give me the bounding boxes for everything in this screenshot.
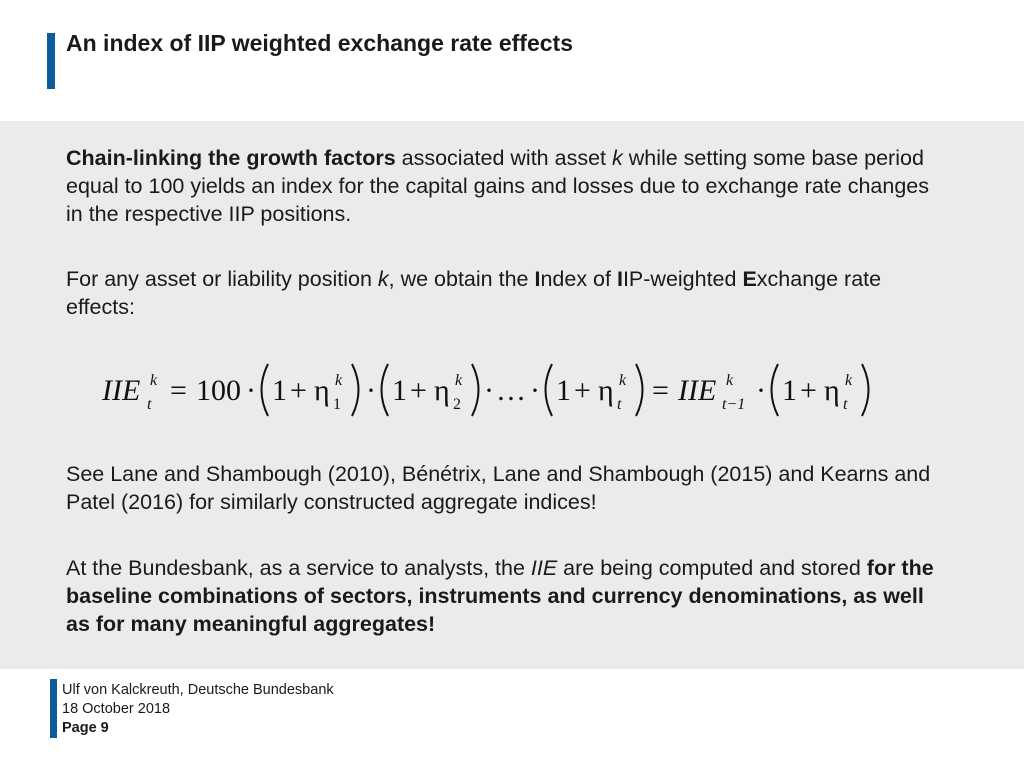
formula-plus-1: + (290, 374, 307, 407)
p4-text-1: At the Bundesbank, as a service to analysts, the (66, 556, 531, 580)
formula-dot-1: · (246, 374, 256, 407)
p4-bold-text: for the baseline combinations of sectors, instruments and currency denominations, as well as for many meaningful aggregates! (66, 556, 934, 636)
formula-equals-2: = (652, 374, 669, 407)
page-title: An index of IIP weighted exchange rate effects (66, 30, 573, 56)
formula-plus-3: + (574, 374, 591, 407)
formula-one-4: 1 (782, 374, 797, 407)
p2-text-5: xchange rate effects: (66, 267, 882, 319)
formula-paren-left-1 (262, 364, 269, 416)
formula-sup-k-5: k (726, 372, 734, 389)
p4-text-2: are being computed and stored (557, 556, 867, 580)
p2-bold-e: E (742, 267, 757, 291)
footer-date: 18 October 2018 (62, 701, 171, 717)
formula-dot-2: · (366, 374, 376, 407)
formula-sup-k-3: k (455, 372, 463, 389)
formula-plus-4: + (800, 374, 817, 407)
formula-sup-k-2: k (335, 372, 343, 389)
footer-author: Ulf von Kalckreuth, Deutsche Bundesbank (62, 682, 334, 698)
formula-one-2: 1 (392, 374, 407, 407)
formula-paren-left-2 (382, 364, 389, 416)
formula-sub-1: 1 (333, 396, 341, 413)
formula-dot-4: · (530, 374, 540, 407)
formula-paren-right-3 (636, 364, 643, 416)
p2-text-4: IP-weighted (622, 267, 743, 291)
p2-bold-i2: I (616, 267, 623, 291)
formula-plus-2: + (410, 374, 427, 407)
formula-one-1: 1 (272, 374, 287, 407)
iie-formula (100, 358, 890, 428)
formula-eta-3: η (598, 374, 614, 407)
p1-text-1: associated with asset (395, 146, 612, 170)
formula-sub-2: 2 (453, 396, 461, 413)
formula-sup-k-4: k (619, 372, 627, 389)
p1-text-2: while setting some base period equal to 100 yields an index for the capital gains and losses due to exchange rate changes in the respective IIP positions. (66, 146, 929, 226)
formula-paren-right-2 (472, 364, 479, 416)
paragraph-references: See Lane and Shambough (2010), Bénétrix, Lane and Shambough (2015) and Kearns and Patel (2016) for similarly constructed aggregate indices! (66, 462, 931, 514)
formula-eta-4: η (824, 374, 840, 407)
title-accent-bar (47, 33, 55, 89)
formula-paren-right-1 (352, 364, 359, 416)
formula-dot-5: · (756, 374, 766, 407)
p2-text-1: For any asset or liability position (66, 267, 378, 291)
position-k-italic: k (377, 267, 389, 291)
paragraph-chain-linking (66, 144, 946, 228)
footer-accent-bar (50, 679, 57, 738)
formula-paren-right-4 (862, 364, 869, 416)
formula-sub-t-3: t (843, 396, 848, 413)
formula-equals-1: = (170, 374, 187, 407)
formula-eta-1: η (314, 374, 330, 407)
p2-text-2: , we obtain the (388, 267, 535, 291)
footer (62, 681, 334, 738)
iie-italic: IIE (530, 556, 558, 580)
formula-sup-k-6: k (845, 372, 853, 389)
chain-linking-bold: Chain-linking the growth factors (66, 146, 396, 170)
formula-paren-left-4 (772, 364, 779, 416)
formula-paren-left-3 (546, 364, 553, 416)
paragraph-bundesbank-service (66, 554, 946, 638)
formula-one-3: 1 (556, 374, 571, 407)
formula-ellipsis: … (496, 374, 526, 407)
formula-sub-t-1: t (147, 396, 152, 413)
formula-iie-1: IIE (102, 374, 141, 407)
formula-sup-k-1: k (150, 372, 158, 389)
formula-eta-2: η (434, 374, 450, 407)
asset-k-italic: k (611, 146, 623, 170)
p2-bold-i1: I (534, 267, 541, 291)
paragraph-index-definition (66, 265, 946, 321)
formula-iie-2: IIE (678, 374, 717, 407)
formula-sub-t-2: t (617, 396, 622, 413)
formula-hundred: 100 (196, 374, 241, 407)
page-number: Page 9 (62, 720, 109, 736)
p2-text-3: ndex of (540, 267, 617, 291)
formula-sub-t-minus-1: t−1 (722, 396, 746, 413)
formula-dot-3: · (484, 374, 494, 407)
